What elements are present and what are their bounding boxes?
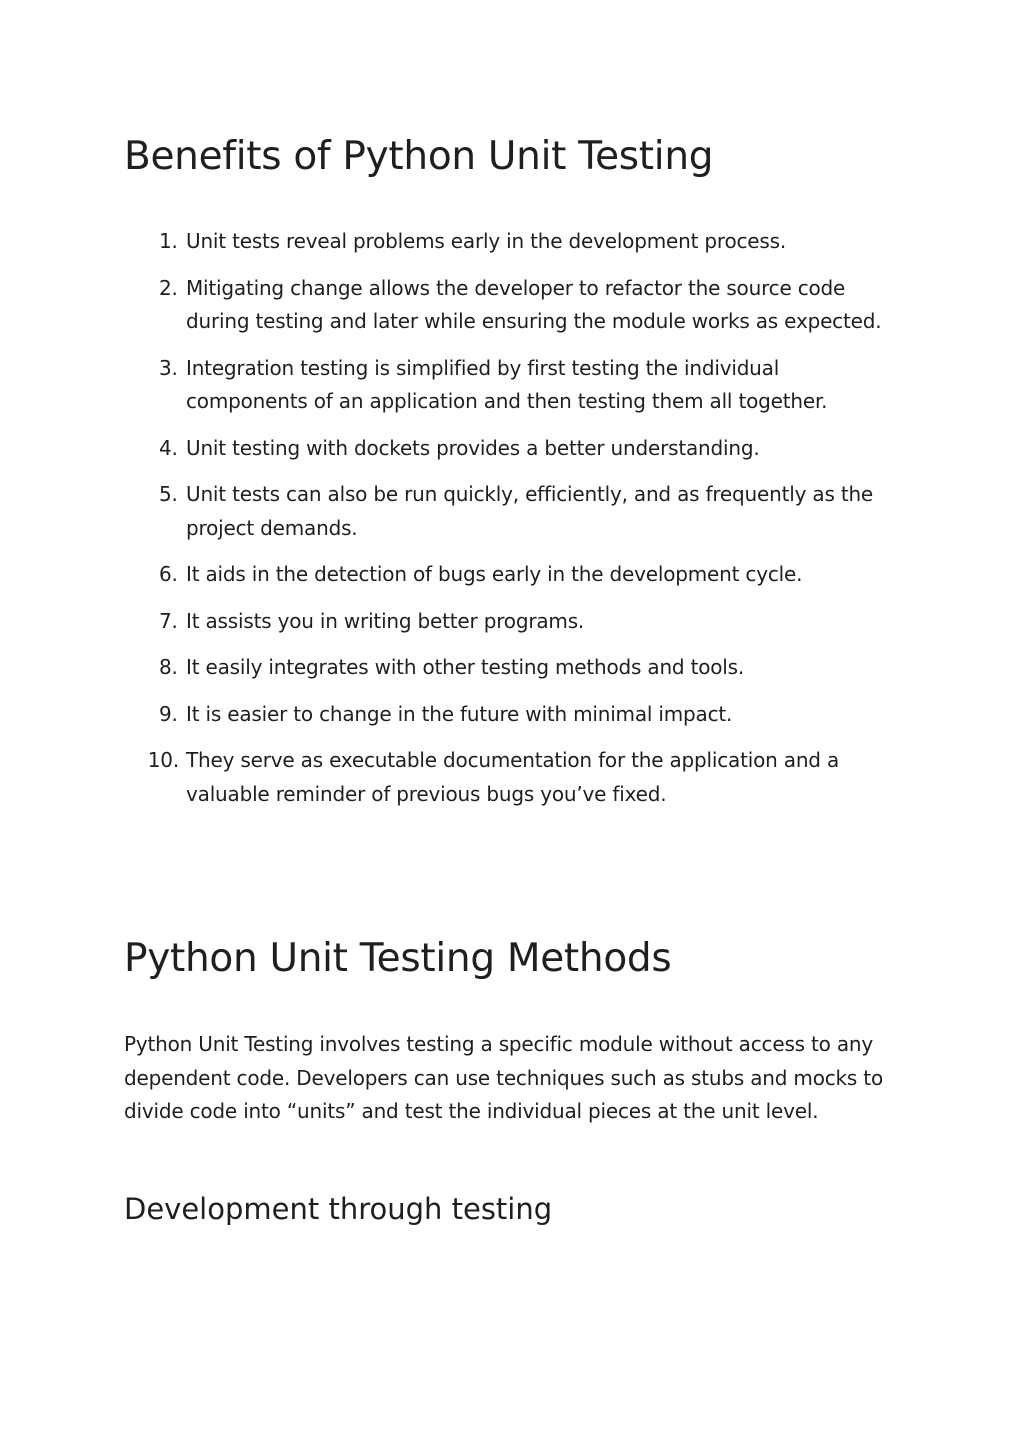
list-item-text: Mitigating change allows the developer to refactor the source code during testing and later while ensuring the module works as expected. (186, 275, 882, 333)
list-item-text: Unit testing with dockets provides a better understanding. (186, 435, 760, 460)
list-item-number: 1. (159, 229, 178, 253)
list-item (124, 605, 900, 639)
list-item (124, 558, 900, 592)
list-item (124, 432, 900, 466)
list-item (124, 225, 900, 259)
list-item-text: It is easier to change in the future with minimal impact. (186, 701, 733, 726)
methods-heading: Python Unit Testing Methods (124, 936, 672, 981)
list-item (124, 352, 900, 419)
list-item-number: 4. (159, 435, 178, 460)
list-item-text: It easily integrates with other testing methods and tools. (186, 655, 745, 679)
list-item-number: 3. (159, 355, 178, 380)
list-item-number: 2. (159, 275, 178, 300)
list-item-text: It aids in the detection of bugs early in the development cycle. (186, 562, 803, 586)
list-item-text: Integration testing is simplified by first testing the individual components of an application and then testing them all together. (186, 355, 828, 413)
list-item-text: They serve as executable documentation for the application and a valuable reminder of previous bugs you’ve fixed. (186, 748, 840, 806)
list-item-text: Unit tests reveal problems early in the development process. (186, 229, 786, 253)
list-item-number: 10. (147, 748, 179, 772)
benefits-heading: Benefits of Python Unit Testing (124, 134, 714, 179)
list-item (124, 651, 900, 685)
development-subheading: Development through testing (124, 1192, 553, 1226)
list-item-number: 6. (159, 562, 178, 586)
list-item (124, 698, 900, 732)
benefits-list (124, 225, 900, 824)
methods-paragraph: Python Unit Testing involves testing a specific module without access to any dependent code. Developers can use techniques such as stubs and mocks to divide code into “units” and test the individual pieces at the unit level. (124, 1032, 883, 1123)
list-item-number: 9. (159, 701, 178, 726)
list-item (124, 744, 900, 811)
list-item-number: 8. (159, 655, 178, 679)
list-item (124, 272, 900, 339)
list-item (124, 478, 900, 545)
list-item-number: 5. (159, 482, 178, 506)
list-item-text: It assists you in writing better programs. (186, 608, 585, 633)
list-item-text: Unit tests can also be run quickly, efficiently, and as frequently as the project demands. (186, 482, 874, 540)
list-item-number: 7. (159, 608, 178, 633)
